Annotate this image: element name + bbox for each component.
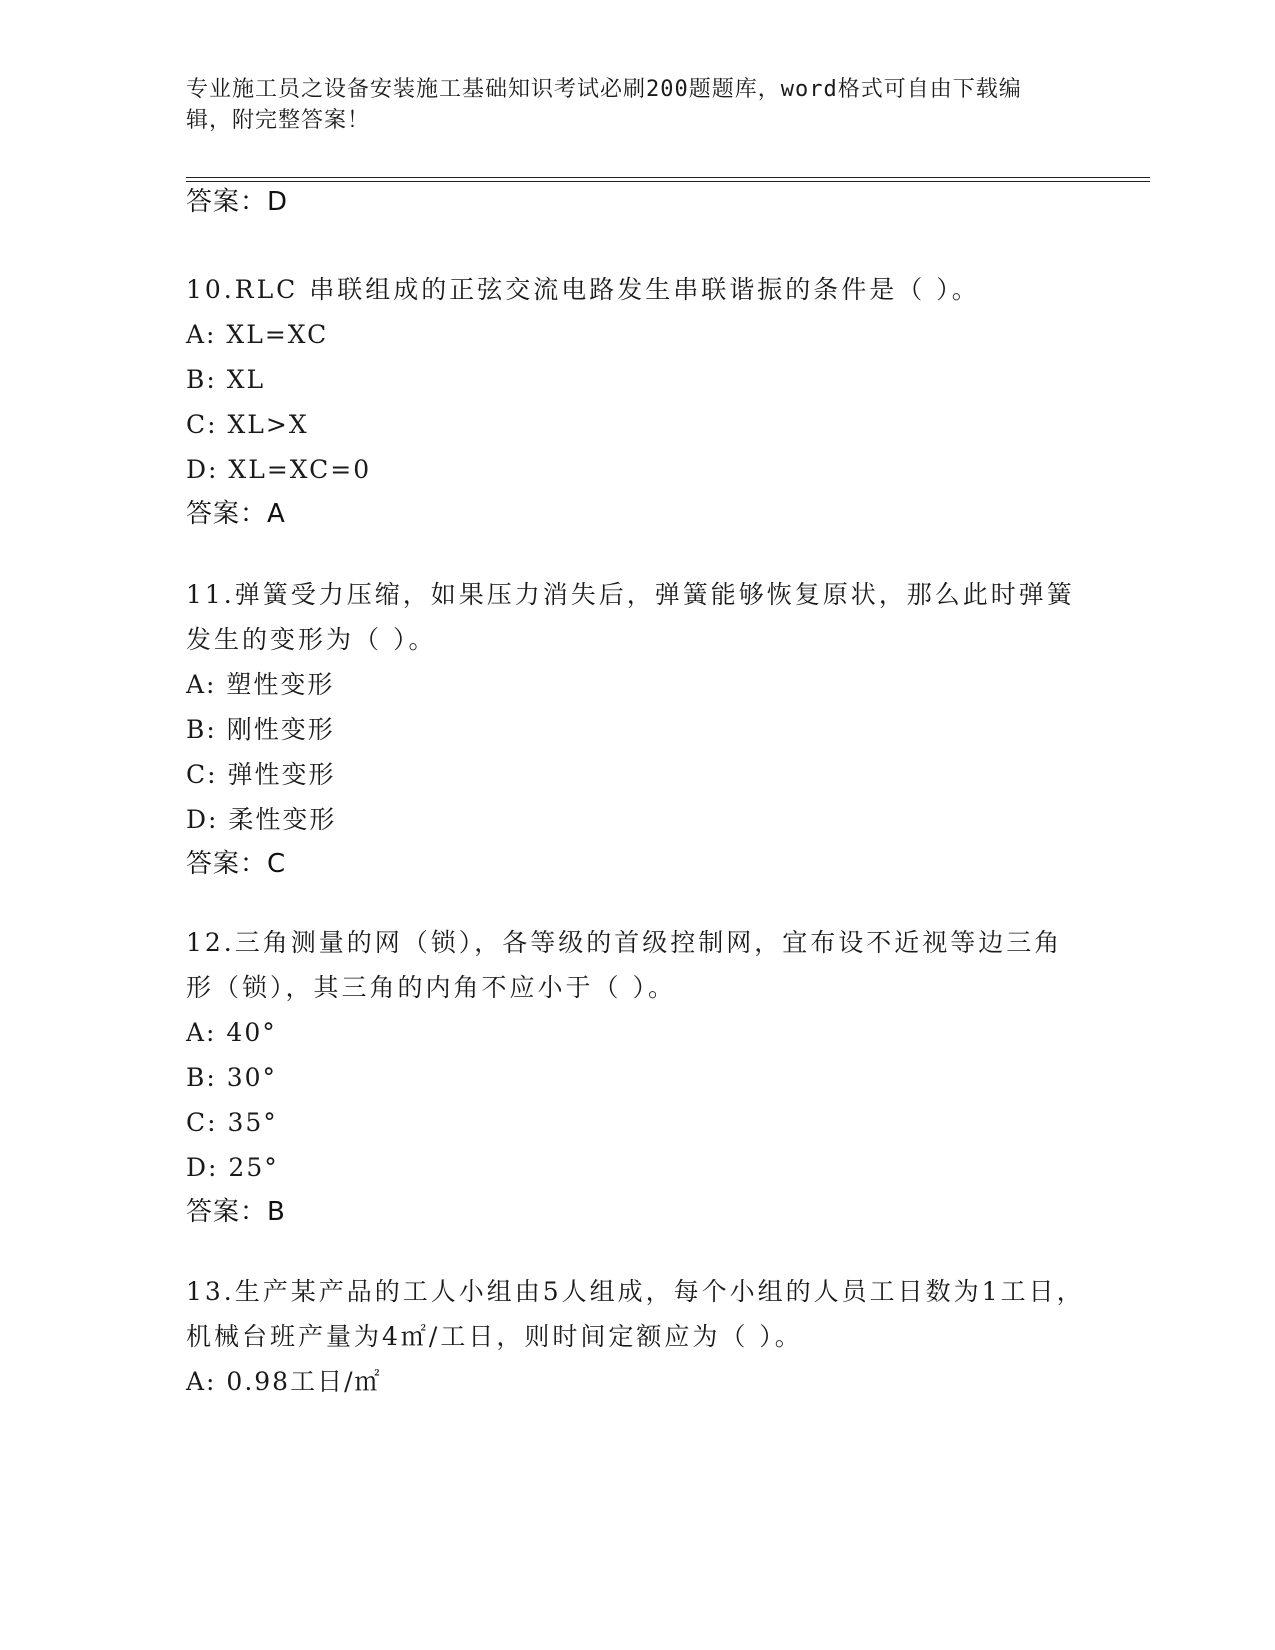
option-a: A: 40° (186, 1018, 277, 1047)
question-text: 11.弹簧受力压缩，如果压力消失后，弹簧能够恢复原状，那么此时弹簧发生的变形为（ ）。 (186, 580, 1075, 654)
document-header-title: 专业施工员之设备安装施工基础知识考试必刷200题题库，word格式可自由下载编辑，附完整答案！ (186, 77, 1022, 133)
answer-label: 答案：C (186, 849, 287, 879)
option-d: D: 柔性变形 (186, 805, 337, 834)
question-12 (186, 920, 1086, 1235)
header-divider-top (186, 177, 1150, 178)
question-10 (186, 267, 1086, 537)
answer-label: 答案：A (186, 499, 286, 529)
option-b: B: 刚性变形 (186, 715, 335, 744)
option-a: A: 塑性变形 (186, 670, 335, 699)
question-13 (186, 1269, 1086, 1404)
option-c: C: 35° (186, 1108, 278, 1137)
question-text: 13.生产某产品的工人小组由5人组成，每个小组的人员工日数为1工日，机械台班产量为4㎡/工日，则时间定额应为（ ）。 (186, 1277, 1085, 1351)
option-a: A: 0.98工日/㎡ (186, 1367, 382, 1396)
option-b: B: XL (186, 365, 266, 394)
option-b: B: 30° (186, 1063, 278, 1092)
question-text: 10.RLC 串联组成的正弦交流电路发生串联谐振的条件是（ ）。 (186, 275, 980, 304)
option-a: A: XL=XC (186, 320, 329, 349)
option-c: C: 弹性变形 (186, 760, 336, 789)
answer-label: 答案：B (186, 1197, 286, 1227)
option-c: C: XL>X (186, 410, 309, 439)
answer-label: 答案：D (186, 187, 289, 217)
previous-answer-block (186, 180, 1086, 225)
question-text: 12.三角测量的网（锁），各等级的首级控制网，宜布设不近视等边三角形（锁），其三角的内角不应小于（ ）。 (186, 928, 1063, 1002)
question-11 (186, 572, 1086, 887)
option-d: D: 25° (186, 1153, 279, 1182)
option-d: D: XL=XC=0 (186, 455, 372, 484)
